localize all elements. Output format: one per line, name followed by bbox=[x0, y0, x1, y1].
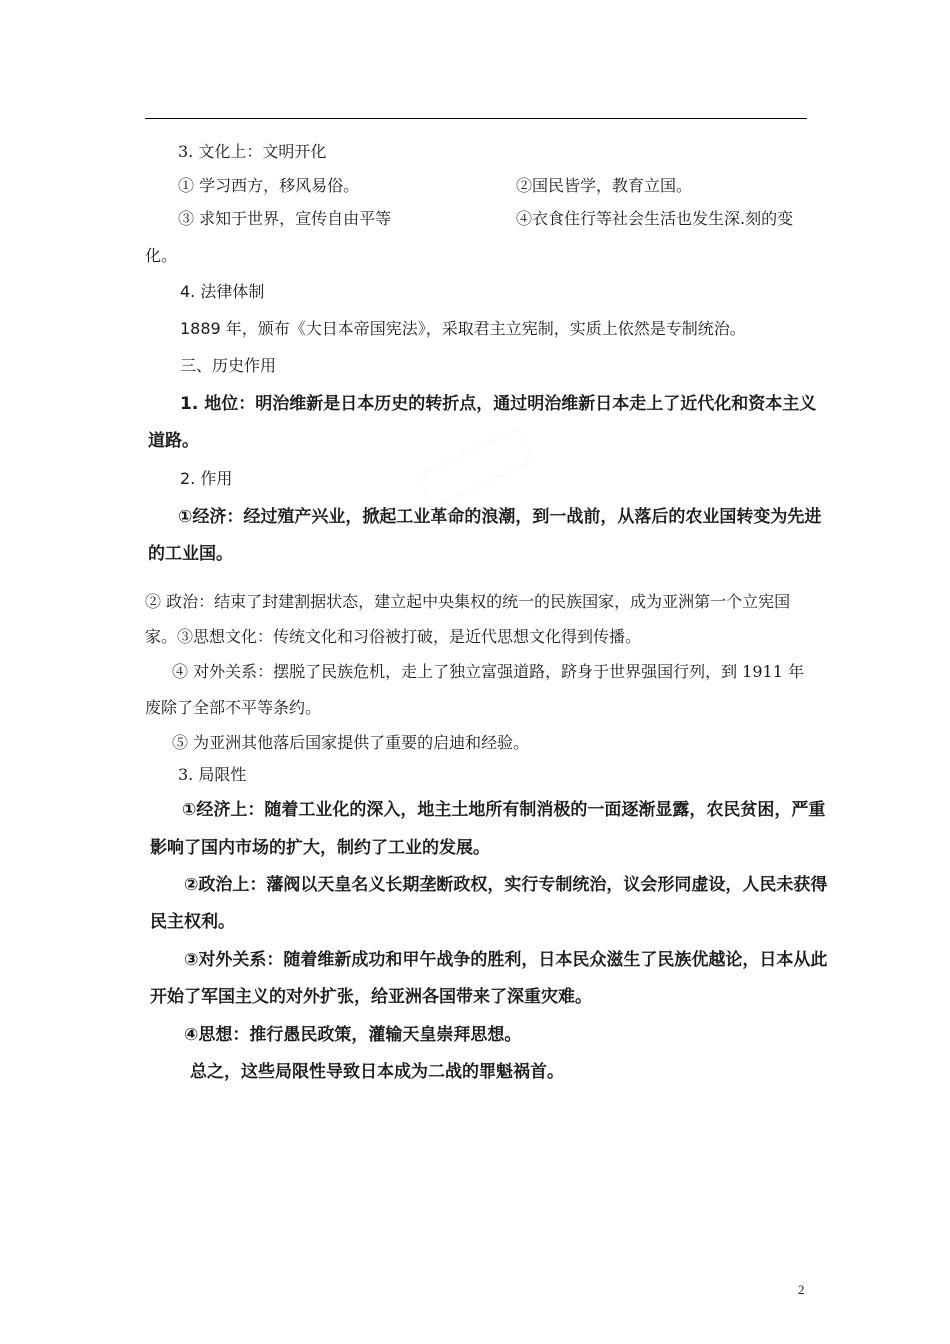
limit-1-line-2: 影响了国内市场的扩大，制约了工业的发展。 bbox=[150, 838, 490, 858]
foreign-line-2: 废除了全部不平等条约。 bbox=[145, 698, 322, 717]
page-number: 2 bbox=[798, 1282, 805, 1297]
asia-line: ⑤ 为亚洲其他落后国家提供了重要的启迪和经验。 bbox=[172, 733, 530, 752]
header-rule bbox=[145, 118, 807, 119]
law-heading: 4. 法律体制 bbox=[180, 282, 265, 301]
culture-heading: 3. 文化上：文明开化 bbox=[178, 142, 327, 161]
limit-1-line-1: ①经济上：随着工业化的深入，地主土地所有制消极的一面逐渐显露，农民贫困，严重 bbox=[182, 800, 826, 820]
culture-item-1: ① 学习西方，移风易俗。 bbox=[178, 176, 360, 195]
limit-4-line: ④思想：推行愚民政策，灌输天皇崇拜思想。 bbox=[184, 1025, 522, 1045]
culture-item-2: ②国民皆学，教育立国。 bbox=[516, 176, 693, 195]
econ-line-1: ①经济：经过殖产兴业，掀起工业革命的浪潮，到一战前，从落后的农业国转变为先进 bbox=[178, 507, 822, 527]
watermark-logo bbox=[418, 428, 535, 508]
summary: 总之，这些局限性导致日本成为二战的罪魁祸首。 bbox=[190, 1062, 564, 1082]
status-line-1: 1. 地位：明治维新是日本历史的转折点，通过明治维新日本走上了近代化和资本主义 bbox=[180, 394, 817, 414]
foreign-line-1: ④ 对外关系：摆脱了民族危机，走上了独立富强道路，跻身于世界强国行列，到 1911 年 bbox=[172, 662, 804, 681]
econ-line-2: 的工业国。 bbox=[148, 544, 233, 564]
effect-heading: 2. 作用 bbox=[180, 469, 233, 488]
section-3-heading: 三、历史作用 bbox=[180, 356, 277, 375]
limit-3-line-1: ③对外关系：随着维新成功和甲午战争的胜利，日本民众滋生了民族优越论，日本从此 bbox=[184, 950, 828, 970]
politics-line-1: ② 政治：结束了封建割据状态，建立起中央集权的统一的民族国家，成为亚洲第一个立宪国 bbox=[145, 592, 791, 611]
culture-item-4-cont: 化。 bbox=[145, 246, 178, 265]
limit-2-line-1: ②政治上：藩阀以天皇名义长期垄断政权，实行专制统治，议会形同虚设，人民未获得 bbox=[184, 875, 828, 895]
politics-line-2: 家。③思想文化：传统文化和习俗被打破，是近代思想文化得到传播。 bbox=[145, 627, 642, 646]
culture-item-3: ③ 求知于世界，宣传自由平等 bbox=[178, 209, 392, 228]
law-text: 1889 年，颁布《大日本帝国宪法》，采取君主立宪制，实质上依然是专制统治。 bbox=[180, 319, 746, 338]
limit-heading: 3. 局限性 bbox=[178, 765, 247, 784]
status-line-2: 道路。 bbox=[148, 431, 199, 451]
limit-3-line-2: 开始了军国主义的对外扩张，给亚洲各国带来了深重灾难。 bbox=[150, 987, 592, 1007]
culture-item-4: ④衣食住行等社会生活也发生深.刻的变 bbox=[516, 209, 794, 228]
limit-2-line-2: 民主权利。 bbox=[150, 912, 235, 932]
